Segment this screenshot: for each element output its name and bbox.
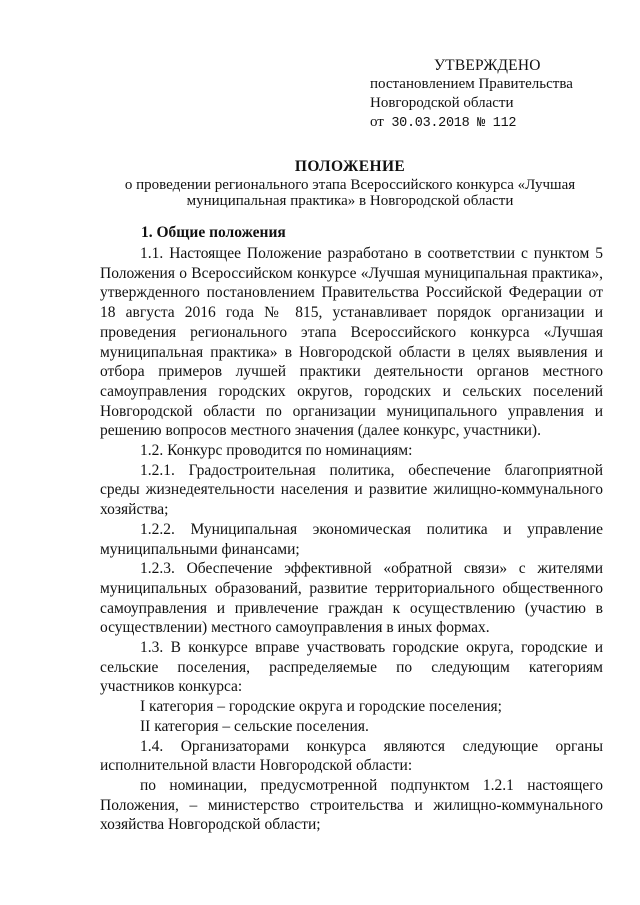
approval-date-line bbox=[370, 113, 620, 133]
paragraph-1-2-1: 1.2.1. Градостроительная политика, обеспечение благоприятной среды жизнедеятельности населения и развитие жилищно-коммунального хозяйства; bbox=[100, 461, 603, 519]
paragraph-category-2: II категория – сельские поселения. bbox=[140, 717, 369, 735]
approval-stamp: УТВЕРЖДЕНО bbox=[434, 57, 541, 74]
approval-date-prefix: от bbox=[370, 114, 384, 130]
paragraph-1-2-3: 1.2.3. Обеспечение эффективной «обратной связи» с жителями муниципальных образований, развитие территориального общественного самоуправления и привлечение граждан к осуществлению (участию в осуществлении) местного самоуправления в иных формах. bbox=[100, 560, 603, 637]
document-subtitle: о проведении регионального этапа Всероссийского конкурса «Лучшая муниципальная практика» в Новгородской области bbox=[124, 177, 576, 209]
paragraph-1-4: 1.4. Организаторами конкурса являются следующие органы исполнительной власти Новгородской области: bbox=[100, 737, 603, 775]
approval-date-value: 30.03.2018 № 112 bbox=[391, 116, 517, 131]
document-body bbox=[100, 244, 603, 835]
section-heading: 1. Общие положения bbox=[141, 224, 286, 241]
paragraph-nomination-1-2-1: по номинации, предусмотренной подпунктом 1.2.1 настоящего Положения, – министерство строительства и жилищно-коммунального хозяйства Новгородской области; bbox=[100, 776, 603, 834]
approval-line-2: Новгородской области bbox=[370, 95, 514, 111]
paragraph-1-3: 1.3. В конкурсе вправе участвовать городские округа, городские и сельские поселения, распределяемые по следующим категориям участников конкурса: bbox=[100, 639, 603, 696]
approval-block bbox=[370, 56, 620, 133]
paragraph-1-2-2: 1.2.2. Муниципальная экономическая политика и управление муниципальными финансами; bbox=[100, 520, 603, 558]
approval-line-1: постановлением Правительства bbox=[370, 76, 573, 92]
document-title: ПОЛОЖЕНИЕ bbox=[294, 158, 406, 175]
paragraph-1-2: 1.2. Конкурс проводится по номинациям: bbox=[140, 442, 413, 460]
paragraph-category-1: I категория – городские округа и городские поселения; bbox=[140, 698, 502, 716]
paragraph-1-1: 1.1. Настоящее Положение разработано в соответствии с пунктом 5 Положения о Всероссийском конкурсе «Лучшая муниципальная практика», утвержденного постановлением Правительства Российской Федерации от 18 августа 2016 года № 815, устанавливает порядок организации и проведения регионального этапа Всероссийского конкурса «Лучшая муниципальная практика» в Новгородской области в целях выявления и отбора примеров лучшей практики деятельности органов местного самоуправления городских округов, городских и сельских поселений Новгородской области по организации муниципального управления и решению вопросов местного значения (далее конкурс, участники). bbox=[100, 245, 603, 440]
